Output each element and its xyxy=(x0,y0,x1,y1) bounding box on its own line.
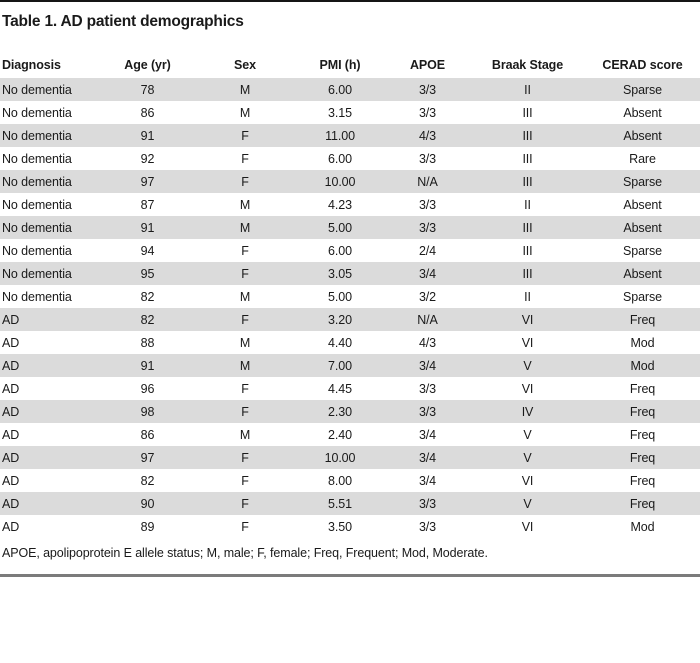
table-cell: 97 xyxy=(140,450,155,465)
table-cell: 82 xyxy=(140,473,155,488)
table-cell: 4.23 xyxy=(328,197,352,212)
table-cell: 90 xyxy=(140,496,155,511)
table-cell: Absent xyxy=(623,220,662,235)
table-cell: F xyxy=(241,404,249,419)
table-row xyxy=(0,170,700,193)
table-cell: No dementia xyxy=(2,174,72,189)
table-cell: V xyxy=(523,427,532,442)
table-cell: 86 xyxy=(140,427,155,442)
column-header-age-yr: Age (yr) xyxy=(124,57,171,72)
table-cell: 3.50 xyxy=(328,519,352,534)
table-cell: 3/4 xyxy=(418,358,437,373)
table-cell: Sparse xyxy=(622,243,662,258)
table-row xyxy=(0,147,700,170)
table-cell: F xyxy=(241,243,249,258)
table-row xyxy=(0,377,700,400)
table-cell: AD xyxy=(2,427,20,442)
table-cell: No dementia xyxy=(2,128,72,143)
table-cell: 3/3 xyxy=(418,381,437,396)
table-cell: 89 xyxy=(140,519,155,534)
table-cell: 3/4 xyxy=(418,473,437,488)
table-body xyxy=(0,78,700,538)
table-cell: AD xyxy=(2,381,20,396)
table-cell: 91 xyxy=(140,358,155,373)
table-cell: 94 xyxy=(140,243,155,258)
table-cell: 87 xyxy=(140,197,155,212)
table-cell: Freq xyxy=(629,404,656,419)
table-cell: F xyxy=(241,381,249,396)
table-cell: 3/2 xyxy=(418,289,437,304)
table-cell: III xyxy=(522,266,533,281)
table-cell: III xyxy=(522,105,533,120)
table-cell: F xyxy=(241,450,249,465)
table-cell: 4/3 xyxy=(418,128,437,143)
table-cell: M xyxy=(239,82,251,97)
table-cell: AD xyxy=(2,312,20,327)
table-cell: F xyxy=(241,519,249,534)
column-header-apoe: APOE xyxy=(409,57,446,72)
table-cell: M xyxy=(239,220,251,235)
table-row xyxy=(0,469,700,492)
table-cell: 3.05 xyxy=(328,266,352,281)
table-cell: Freq xyxy=(629,312,656,327)
table-cell: No dementia xyxy=(2,243,72,258)
table-row xyxy=(0,101,700,124)
table-cell: Absent xyxy=(623,197,662,212)
table-cell: 3/4 xyxy=(418,266,437,281)
table-cell: 4.40 xyxy=(328,335,352,350)
table-cell: No dementia xyxy=(2,82,72,97)
table-cell: Absent xyxy=(623,105,662,120)
table-title: Table 1. AD patient demographics xyxy=(2,13,244,30)
table-cell: V xyxy=(523,496,532,511)
table-cell: III xyxy=(522,174,533,189)
table-row xyxy=(0,515,700,538)
table-cell: AD xyxy=(2,404,20,419)
column-header-pmi-h: PMI (h) xyxy=(319,57,361,72)
table-cell: 11.00 xyxy=(325,128,355,143)
table-cell: F xyxy=(241,473,249,488)
table-row xyxy=(0,331,700,354)
table-cell: 4.45 xyxy=(328,381,352,396)
table-cell: Sparse xyxy=(622,174,662,189)
table-cell: Mod xyxy=(630,358,655,373)
table-cell: 97 xyxy=(140,174,155,189)
table-cell: Sparse xyxy=(622,82,662,97)
table-row xyxy=(0,216,700,239)
table-cell: No dementia xyxy=(2,289,72,304)
table-cell: Sparse xyxy=(622,289,662,304)
table-cell: F xyxy=(241,174,249,189)
table-cell: VI xyxy=(521,381,534,396)
table-cell: Mod xyxy=(630,519,655,534)
table-cell: Freq xyxy=(629,427,656,442)
table-row xyxy=(0,262,700,285)
table-row xyxy=(0,124,700,147)
table-cell: 10.00 xyxy=(324,174,356,189)
table-cell: VI xyxy=(521,473,534,488)
table-cell: 3/3 xyxy=(418,519,437,534)
table-cell: Freq xyxy=(629,450,656,465)
column-header-diagnosis: Diagnosis xyxy=(2,57,61,72)
table-cell: 5.00 xyxy=(328,220,352,235)
table-cell: II xyxy=(524,82,531,97)
table-cell: N/A xyxy=(417,174,438,189)
table-cell: AD xyxy=(2,496,20,511)
table-cell: 6.00 xyxy=(328,151,352,166)
table-cell: 3/3 xyxy=(418,105,437,120)
table-cell: AD xyxy=(2,450,20,465)
demographics-table xyxy=(0,51,700,538)
table-cell: M xyxy=(239,335,251,350)
table-cell: 7.00 xyxy=(328,358,352,373)
table-cell: Freq xyxy=(629,381,656,396)
table-cell: M xyxy=(239,105,251,120)
table-cell: Freq xyxy=(629,473,656,488)
table-cell: 3.20 xyxy=(328,312,352,327)
table-cell: IV xyxy=(521,404,534,419)
table-cell: 4/3 xyxy=(418,335,437,350)
table-cell: AD xyxy=(2,358,20,373)
table-cell: AD xyxy=(2,473,20,488)
table-top-rule xyxy=(0,0,700,2)
table-cell: M xyxy=(239,427,251,442)
table-cell: M xyxy=(239,289,251,304)
table-cell: F xyxy=(241,128,249,143)
table-cell: No dementia xyxy=(2,220,72,235)
table-cell: 2/4 xyxy=(418,243,437,258)
table-cell: Absent xyxy=(623,128,662,143)
table-cell: III xyxy=(522,151,533,166)
table-cell: 3/3 xyxy=(418,151,437,166)
table-cell: M xyxy=(239,358,251,373)
table-cell: 2.30 xyxy=(328,404,352,419)
table-cell: No dementia xyxy=(2,197,72,212)
column-header-sex: Sex xyxy=(234,57,256,72)
table-row xyxy=(0,239,700,262)
table-cell: II xyxy=(524,289,531,304)
column-header-braak-stage: Braak Stage xyxy=(491,57,564,72)
table-cell: F xyxy=(241,266,249,281)
table-cell: 86 xyxy=(140,105,155,120)
table-cell: 88 xyxy=(140,335,155,350)
table-row xyxy=(0,492,700,515)
table-row xyxy=(0,400,700,423)
table-cell: III xyxy=(522,220,533,235)
table-cell: 3/3 xyxy=(418,197,437,212)
table-cell: V xyxy=(523,450,532,465)
table-row xyxy=(0,308,700,331)
table-bottom-rule xyxy=(0,574,700,577)
table-header-row xyxy=(0,51,700,78)
table-cell: F xyxy=(241,151,249,166)
table-cell: AD xyxy=(2,335,20,350)
table-cell: Mod xyxy=(630,335,655,350)
column-header-cerad-score: CERAD score xyxy=(602,57,683,72)
table-cell: 82 xyxy=(140,289,155,304)
table-cell: VI xyxy=(521,312,534,327)
table-cell: III xyxy=(522,243,533,258)
table-row xyxy=(0,354,700,377)
table-cell: 10.00 xyxy=(324,450,356,465)
table-cell: 8.00 xyxy=(328,473,352,488)
table-cell: 95 xyxy=(140,266,155,281)
table-row xyxy=(0,423,700,446)
table-cell: No dementia xyxy=(2,266,72,281)
table-row xyxy=(0,285,700,308)
table-cell: No dementia xyxy=(2,105,72,120)
table-cell: M xyxy=(239,197,251,212)
table-cell: 3/3 xyxy=(418,220,437,235)
table-cell: 92 xyxy=(140,151,155,166)
table-row xyxy=(0,78,700,101)
table-cell: VI xyxy=(521,335,534,350)
table-cell: 6.00 xyxy=(328,243,352,258)
table-cell: 5.00 xyxy=(328,289,352,304)
table-cell: 3/3 xyxy=(418,404,437,419)
table-cell: V xyxy=(523,358,532,373)
table-cell: 3/3 xyxy=(418,496,437,511)
table-cell: 2.40 xyxy=(328,427,352,442)
table-cell: VI xyxy=(521,519,534,534)
table-cell: 3/4 xyxy=(418,450,437,465)
table-cell: F xyxy=(241,312,249,327)
table-cell: 3/4 xyxy=(418,427,437,442)
table-cell: Absent xyxy=(623,266,662,281)
table-row xyxy=(0,446,700,469)
table-cell: 96 xyxy=(140,381,155,396)
table-cell: N/A xyxy=(417,312,438,327)
table-cell: 3.15 xyxy=(328,105,352,120)
table-cell: 3/3 xyxy=(418,82,437,97)
table-cell: 91 xyxy=(140,128,155,143)
table-cell: III xyxy=(522,128,533,143)
table-cell: No dementia xyxy=(2,151,72,166)
table-cell: F xyxy=(241,496,249,511)
table-cell: Rare xyxy=(629,151,656,166)
table-cell: 82 xyxy=(140,312,155,327)
table-row xyxy=(0,193,700,216)
table-cell: II xyxy=(524,197,531,212)
table-cell: 91 xyxy=(140,220,155,235)
table-cell: Freq xyxy=(629,496,656,511)
table-cell: AD xyxy=(2,519,20,534)
table-footnote: APOE, apolipoprotein E allele status; M, male; F, female; Freq, Frequent; Mod, Moderate. xyxy=(2,546,488,560)
table-cell: 78 xyxy=(140,82,155,97)
table-cell: 6.00 xyxy=(328,82,352,97)
table-cell: 5.51 xyxy=(328,496,352,511)
table-cell: 98 xyxy=(140,404,155,419)
